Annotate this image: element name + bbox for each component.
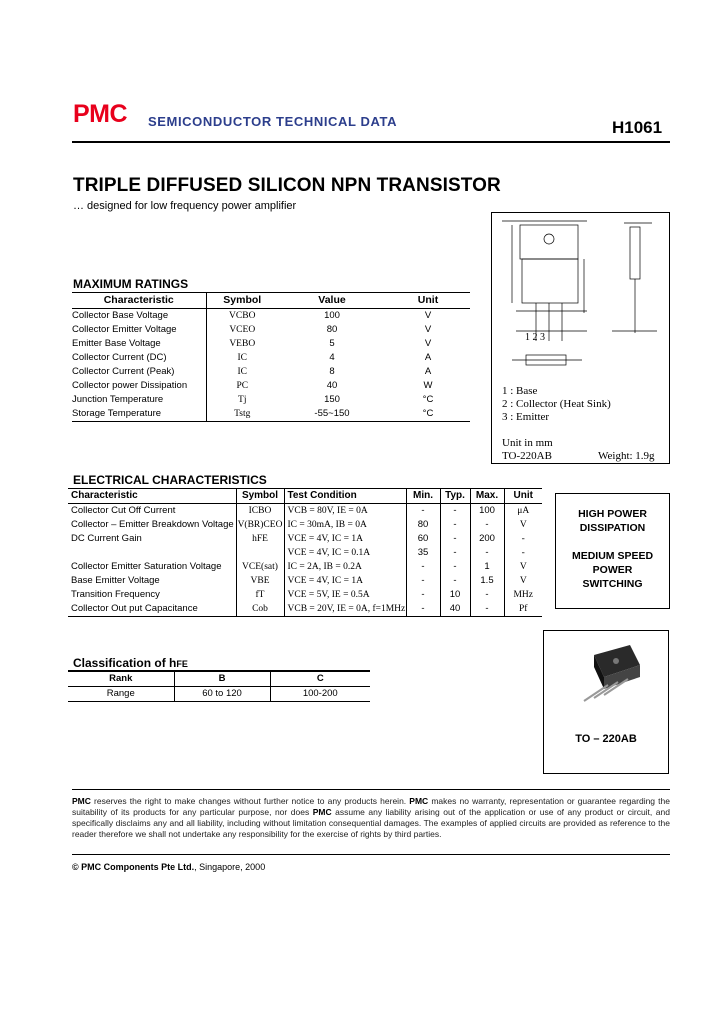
unit-cell: Pf	[504, 602, 542, 617]
symbol-cell: VCEO	[206, 323, 278, 337]
characteristic-cell: Collector Out put Capacitance	[68, 602, 236, 617]
table-row	[72, 365, 470, 379]
column-header: Symbol	[236, 489, 284, 504]
symbol-cell: ICBO	[236, 504, 284, 519]
unit-cell: MHz	[504, 588, 542, 602]
max-ratings-table	[72, 292, 470, 422]
package-image-box	[543, 630, 669, 774]
table-row	[72, 309, 470, 324]
column-header: Characteristic	[72, 293, 206, 309]
characteristic-cell: Base Emitter Voltage	[71, 575, 160, 586]
package-image-label: TO – 220AB	[575, 733, 637, 745]
min-cell: 60	[406, 532, 440, 546]
typ-cell: -	[440, 574, 470, 588]
symbol-cell: Tj	[206, 393, 278, 407]
package-type-label: TO-220AB	[502, 450, 552, 462]
symbol-cell: V(BR)CEO	[237, 520, 283, 530]
characteristic-cell: Emitter Base Voltage	[72, 338, 161, 349]
value-cell: -55~150	[278, 407, 386, 422]
column-header: Max.	[470, 489, 504, 504]
unit-cell: V	[424, 310, 432, 321]
typ-cell: -	[440, 532, 470, 546]
min-cell: -	[406, 560, 440, 574]
condition-cell: VCB = 80V, IE = 0A	[284, 504, 406, 519]
characteristic-cell: Storage Temperature	[72, 407, 206, 422]
unit-cell: V	[424, 324, 432, 335]
table-row	[68, 574, 542, 588]
characteristic-cell: Junction Temperature	[72, 394, 164, 405]
pmc-brand: PMC	[72, 796, 91, 806]
symbol-cell: VEBO	[206, 337, 278, 351]
characteristic-cell: Collector Current (DC)	[72, 352, 167, 363]
package-outline-drawing	[492, 213, 669, 373]
table-row	[68, 546, 542, 560]
max-cell: -	[470, 602, 504, 617]
feature-power: POWER	[592, 564, 633, 576]
rank-header: Rank	[68, 672, 174, 687]
table-row	[68, 518, 542, 532]
characteristic-cell: Transition Frequency	[71, 589, 160, 600]
characteristic-cell: Collector Base Voltage	[72, 310, 169, 321]
value-cell: 5	[329, 338, 335, 349]
description: … designed for low frequency power amplifier	[73, 200, 297, 212]
feature-switching: SWITCHING	[582, 578, 643, 590]
value-cell: 4	[329, 352, 335, 363]
typ-cell: 40	[440, 602, 470, 617]
typ-cell: 10	[440, 588, 470, 602]
pin-number-label: 1 2 3	[525, 332, 545, 343]
table-row	[68, 672, 370, 687]
disclaimer-top-rule	[72, 789, 670, 790]
min-cell: -	[406, 574, 440, 588]
range-c: 100-200	[270, 687, 370, 702]
table-row	[68, 687, 370, 702]
unit-cell: -	[504, 546, 542, 560]
symbol-cell: Tstg	[206, 407, 278, 422]
characteristic-cell	[68, 546, 236, 560]
disclaimer-part1: reserves the right to make changes without further notice to any products herein.	[90, 796, 410, 806]
footer-location: , Singapore, 2000	[194, 862, 266, 872]
typ-cell: -	[440, 560, 470, 574]
pmc-brand: PMC	[409, 796, 429, 806]
condition-cell: VCE = 4V, IC = 1A	[284, 574, 406, 588]
characteristic-cell: Collector – Emitter Breakdown Voltage	[71, 519, 234, 530]
symbol-cell: fT	[236, 588, 284, 602]
typ-cell: -	[440, 546, 470, 560]
unit-label: Unit in mm	[502, 437, 553, 449]
max-cell: -	[470, 518, 504, 532]
column-header: Unit	[504, 489, 542, 504]
table-row	[72, 337, 470, 351]
column-header: Unit	[386, 293, 470, 309]
symbol-cell: VCBO	[206, 309, 278, 324]
max-cell: 1	[470, 560, 504, 574]
classification-table	[68, 671, 370, 702]
unit-cell: V	[504, 560, 542, 574]
characteristic-cell: Collector power Dissipation	[72, 380, 188, 391]
condition-cell: IC = 2A, IB = 0.2A	[284, 560, 406, 574]
characteristic-cell: Collector Emitter Voltage	[72, 324, 177, 335]
pin-emitter-label: 3 : Emitter	[502, 411, 550, 423]
max-ratings-heading: MAXIMUM RATINGS	[73, 277, 189, 291]
characteristic-cell: Collector Emitter Saturation Voltage	[71, 561, 222, 572]
characteristic-cell: DC Current Gain	[71, 533, 142, 544]
max-cell: 1.5	[470, 574, 504, 588]
column-header: Typ.	[440, 489, 470, 504]
unit-cell: °C	[422, 394, 434, 405]
table-row	[72, 323, 470, 337]
pin-base-label: 1 : Base	[502, 385, 538, 397]
value-cell: 100	[324, 310, 340, 321]
pmc-logo: PMC	[73, 100, 128, 128]
column-header: Value	[278, 293, 386, 309]
value-cell: 150	[324, 394, 340, 405]
symbol-cell	[236, 546, 284, 560]
column-header: Min.	[406, 489, 440, 504]
condition-cell: VCE = 5V, IE = 0.5A	[284, 588, 406, 602]
table-header-row	[72, 293, 470, 309]
symbol-cell: hFE	[236, 532, 284, 546]
feature-medium-speed: MEDIUM SPEED	[571, 550, 654, 562]
max-cell: -	[470, 546, 504, 560]
footer-company: © PMC Components Pte Ltd.	[72, 862, 195, 872]
typ-cell: -	[440, 504, 470, 519]
weight-label: Weight: 1.9g	[598, 450, 655, 462]
symbol-cell: VCE(sat)	[236, 560, 284, 574]
characteristic-cell: Collector Cut Off Current	[71, 505, 176, 516]
value-cell: 40	[326, 380, 338, 391]
min-cell: 80	[406, 518, 440, 532]
column-header: Symbol	[206, 293, 278, 309]
table-header-row	[68, 489, 542, 504]
rank-b: B	[174, 672, 270, 687]
unit-cell: A	[424, 366, 432, 377]
footer	[72, 862, 265, 872]
min-cell: 35	[406, 546, 440, 560]
classification-heading: Classification of hFE	[73, 656, 188, 670]
max-cell: -	[470, 588, 504, 602]
table-row	[68, 602, 542, 617]
table-row	[72, 407, 470, 422]
unit-cell: -	[504, 532, 542, 546]
disclaimer-bottom-rule	[72, 854, 670, 855]
condition-cell: VCE = 4V, IC = 1A	[284, 532, 406, 546]
unit-cell: °C	[386, 407, 470, 422]
max-cell: 200	[470, 532, 504, 546]
value-cell: 80	[326, 324, 338, 335]
electrical-table	[68, 488, 542, 617]
unit-cell: μA	[504, 504, 542, 519]
max-cell: 100	[470, 504, 504, 519]
features-box	[555, 493, 670, 609]
range-b: 60 to 120	[174, 687, 270, 702]
characteristic-cell: Collector Current (Peak)	[72, 366, 175, 377]
part-number: H1061	[612, 118, 663, 137]
table-row	[72, 393, 470, 407]
table-row	[72, 351, 470, 365]
header-rule	[72, 141, 670, 143]
column-header: Characteristic	[68, 489, 236, 504]
feature-dissipation: DISSIPATION	[579, 522, 646, 534]
disclaimer-part3: assume any liability arising out of the application or use of any product or circuit, and specifically disclaims any and all liability, including without limitation consequential damages. The examples of applied circuits are provided as reference to the reader therefore we shall not undertake any responsibility for the exercise of rights by third parties.	[72, 807, 670, 839]
header-subtitle: SEMICONDUCTOR TECHNICAL DATA	[148, 114, 398, 129]
condition-cell: IC = 30mA, IB = 0A	[284, 518, 406, 532]
unit-cell: W	[423, 380, 433, 391]
value-cell: 8	[329, 366, 335, 377]
feature-high-power: HIGH POWER	[578, 508, 647, 520]
table-row	[72, 379, 470, 393]
table-row	[68, 532, 542, 546]
symbol-cell: IC	[206, 351, 278, 365]
electrical-heading: ELECTRICAL CHARACTERISTICS	[73, 473, 267, 487]
unit-cell: V	[504, 518, 542, 532]
typ-cell: -	[440, 518, 470, 532]
min-cell: -	[406, 588, 440, 602]
package-outline-box	[491, 212, 670, 464]
unit-cell: V	[504, 574, 542, 588]
unit-cell: V	[424, 338, 432, 349]
min-cell: -	[406, 602, 440, 617]
rank-c: C	[270, 672, 370, 687]
symbol-cell: PC	[206, 379, 278, 393]
disclaimer-part2: makes no warranty, representation or guarantee regarding the suitability of its products for any particular purpose, nor does	[72, 796, 670, 817]
unit-cell: A	[424, 352, 432, 363]
condition-cell: VCB = 20V, IE = 0A, f=1MHz	[284, 602, 406, 617]
pin-collector-label: 2 : Collector (Heat Sink)	[502, 398, 611, 410]
pmc-brand: PMC	[312, 807, 332, 817]
min-cell: -	[406, 504, 440, 519]
table-row	[68, 560, 542, 574]
column-header: Test Condition	[284, 489, 406, 504]
disclaimer-text	[72, 796, 670, 840]
condition-cell: VCE = 4V, IC = 0.1A	[284, 546, 406, 560]
range-header: Range	[68, 687, 174, 702]
page-title: TRIPLE DIFFUSED SILICON NPN TRANSISTOR	[73, 175, 501, 196]
transistor-image	[544, 631, 668, 721]
symbol-cell: IC	[206, 365, 278, 379]
table-row	[68, 504, 542, 519]
symbol-cell: VBE	[236, 574, 284, 588]
symbol-cell: Cob	[236, 602, 284, 617]
table-row	[68, 588, 542, 602]
